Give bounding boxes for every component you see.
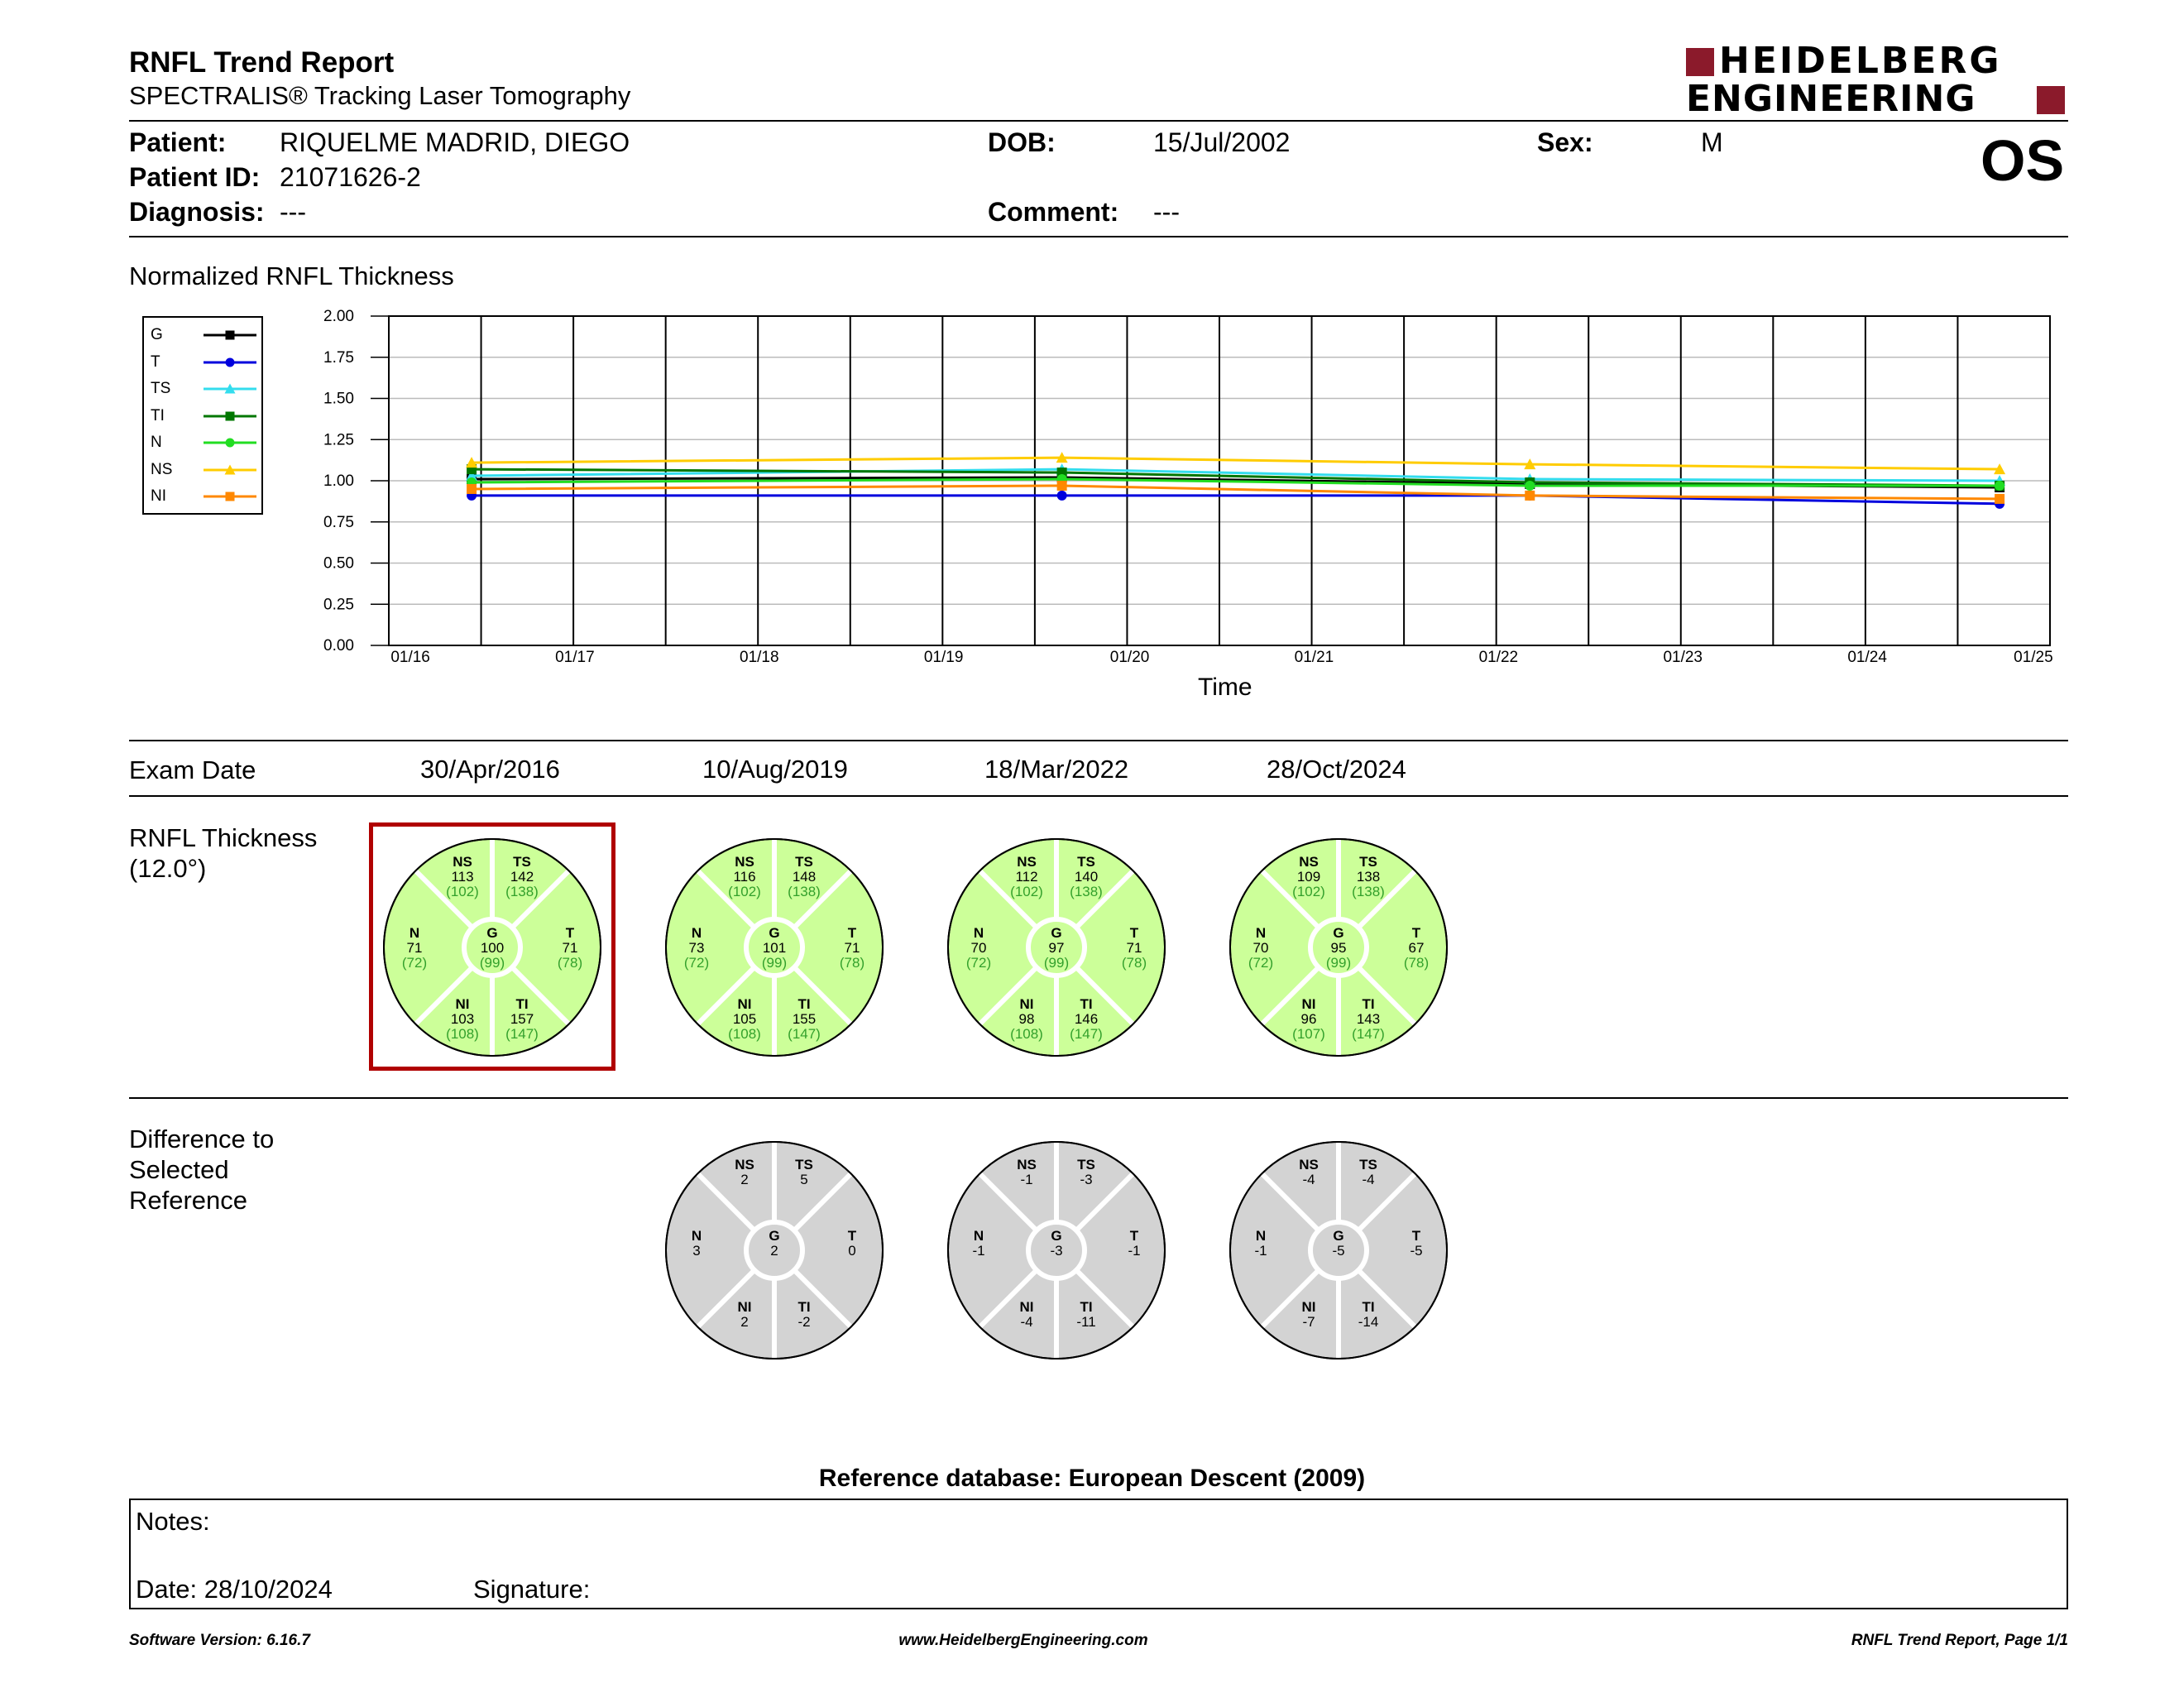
thickness-chart-2[interactable]	[663, 836, 886, 1059]
sector-value: 100	[480, 940, 505, 956]
sector-reference-value: (99)	[1043, 955, 1070, 971]
y-tick-label: 0.00	[323, 637, 354, 655]
exam-top-divider	[129, 740, 2068, 741]
sector-name: N	[691, 925, 702, 941]
sector-n	[1254, 1228, 1267, 1259]
sector-name: NS	[1017, 854, 1037, 870]
sector-value: -5	[1410, 1243, 1423, 1259]
sector-value: 71	[406, 940, 423, 956]
sector-value: -4	[1362, 1172, 1375, 1187]
x-tick-label: 01/25	[2014, 649, 2053, 666]
sector-value: 2	[770, 1243, 778, 1259]
sector-value: 103	[450, 1011, 475, 1027]
sector-reference-value: (138)	[1070, 884, 1103, 899]
sector-reference-value: (147)	[1070, 1026, 1103, 1042]
exam-date-3: 18/Mar/2022	[984, 755, 1129, 784]
difference-label-line1: Difference to	[129, 1125, 275, 1153]
sector-reference-value: (147)	[788, 1026, 821, 1042]
sector-reference-value: (102)	[728, 884, 761, 899]
y-tick-label: 1.25	[323, 431, 354, 449]
sector-name: G	[1333, 1228, 1344, 1244]
reference-database-text: Reference database: European Descent (2009)	[818, 1465, 1366, 1492]
sector-name: N	[1255, 925, 1267, 941]
report-title: RNFL Trend Report	[129, 46, 395, 79]
sector-name: T	[1411, 1228, 1421, 1244]
sector-name: TI	[1080, 996, 1093, 1012]
date-label: Date: 28/10/2024	[136, 1575, 333, 1604]
chart-legend	[142, 316, 263, 515]
sector-reference-value: (72)	[683, 955, 710, 971]
sector-value: 113	[451, 869, 474, 885]
sector-name: T	[1129, 1228, 1139, 1244]
sector-name: N	[973, 1228, 984, 1244]
difference-label	[129, 1124, 274, 1216]
sector-name: TI	[515, 996, 529, 1012]
comment-label: Comment:	[988, 197, 1119, 227]
sector-name: NI	[455, 996, 470, 1012]
sector-name: NS	[453, 854, 472, 870]
sector-name: NS	[1299, 1157, 1319, 1172]
report-subtitle: SPECTRALIS® Tracking Laser Tomography	[129, 81, 631, 110]
sector-value: -1	[972, 1243, 985, 1259]
sector-reference-value: (99)	[761, 955, 788, 971]
sector-name: NI	[1301, 1299, 1316, 1315]
sector-reference-value: (108)	[728, 1026, 761, 1042]
notes-label: Notes:	[136, 1507, 210, 1536]
sector-name: N	[973, 925, 984, 941]
sector-name: NS	[735, 854, 754, 870]
y-tick-label: 2.00	[323, 308, 354, 325]
x-axis-label: Time	[1198, 674, 1252, 701]
legend-marker-ni	[226, 492, 235, 501]
sector-value: 142	[510, 869, 534, 885]
legend-swatch-ni	[202, 488, 260, 505]
sector-reference-value: (147)	[505, 1026, 539, 1042]
y-tick-label: 0.25	[323, 596, 354, 614]
sector-value: 70	[970, 940, 987, 956]
sector-ni	[1302, 1299, 1316, 1330]
difference-label-line3: Reference	[129, 1186, 248, 1215]
sector-reference-value: (138)	[788, 884, 821, 899]
sector-value: 97	[1048, 940, 1065, 956]
patient-id-label: Patient ID:	[129, 162, 261, 192]
y-tick-label: 0.75	[323, 513, 354, 531]
x-tick-label: 01/21	[1294, 649, 1334, 666]
sector-value: 148	[792, 869, 817, 885]
sector-reference-value: (78)	[1403, 955, 1430, 971]
legend-label-ti: TI	[151, 406, 165, 424]
sector-name: NI	[1301, 996, 1316, 1012]
x-tick-label: 01/20	[1109, 649, 1150, 666]
footer-version: Software Version: 6.16.7	[129, 1632, 310, 1649]
sector-reference-value: (72)	[1248, 955, 1274, 971]
sector-value: -4	[1302, 1172, 1315, 1187]
header-divider	[129, 120, 2068, 122]
rnfl-thickness-title: RNFL Thickness	[129, 823, 318, 852]
sector-name: TS	[1359, 1157, 1377, 1172]
comment-value: ---	[1153, 197, 1180, 227]
difference-chart-2	[663, 1139, 886, 1362]
sector-value: 0	[848, 1243, 856, 1259]
difference-chart-3	[945, 1139, 1168, 1362]
sector-name: NI	[737, 996, 752, 1012]
sector-name: NS	[1017, 1157, 1037, 1172]
legend-marker-g	[226, 331, 235, 340]
dob-value: 15/Jul/2002	[1153, 127, 1291, 157]
legend-marker-ti	[226, 411, 235, 420]
data-point-n	[1995, 481, 2004, 491]
sector-value: 112	[1015, 869, 1038, 885]
exam-date-label: Exam Date	[129, 755, 256, 784]
patient-label: Patient:	[129, 127, 227, 157]
sector-reference-value: (108)	[446, 1026, 479, 1042]
sector-value: 138	[1356, 869, 1381, 885]
logo-text-line1: HEIDELBERG	[1719, 40, 2002, 82]
legend-marker-n	[226, 439, 235, 448]
sector-name: T	[1129, 925, 1139, 941]
sector-value: -1	[1020, 1172, 1033, 1187]
legend-label-g: G	[151, 326, 163, 343]
legend-marker-t	[226, 357, 235, 367]
y-tick-label: 0.50	[323, 554, 354, 573]
sector-n	[692, 1228, 702, 1259]
heidelberg-logo	[1686, 40, 2067, 120]
sector-name: G	[1051, 925, 1062, 941]
sector-name: TI	[1362, 1299, 1375, 1315]
sector-value: 70	[1252, 940, 1269, 956]
sector-name: N	[1255, 1228, 1267, 1244]
exam-date-4: 28/Oct/2024	[1267, 755, 1406, 784]
x-tick-label: 01/16	[390, 649, 430, 666]
sector-reference-value: (102)	[446, 884, 479, 899]
sector-name: TS	[795, 1157, 813, 1172]
eye-os: OS	[1980, 128, 2065, 193]
sector-reference-value: (78)	[1121, 955, 1147, 971]
logo-text-line2: ENGINEERING	[1686, 78, 1976, 120]
chart-title: Normalized RNFL Thickness	[129, 261, 454, 290]
legend-label-ni: NI	[151, 487, 166, 505]
sector-value: 140	[1074, 869, 1099, 885]
sector-value: 71	[844, 940, 860, 956]
x-tick-label: 01/17	[555, 649, 595, 666]
y-tick-label: 1.00	[323, 472, 354, 490]
legend-label-ts: TS	[151, 380, 171, 397]
difference-label-line2: Selected	[129, 1155, 229, 1184]
diagnosis-value: ---	[280, 197, 306, 227]
dob-label: DOB:	[988, 127, 1056, 157]
sector-reference-value: (102)	[1292, 884, 1325, 899]
sector-name: G	[1051, 1228, 1062, 1244]
sector-value: 73	[688, 940, 705, 956]
sector-reference-value: (78)	[557, 955, 583, 971]
sector-reference-value: (102)	[1010, 884, 1043, 899]
legend-swatch-g	[202, 327, 260, 343]
sector-name: TS	[1077, 1157, 1095, 1172]
sector-value: 146	[1074, 1011, 1099, 1027]
sector-g	[1050, 1228, 1062, 1259]
legend-swatch-ti	[202, 408, 260, 424]
x-tick-label: 01/19	[923, 649, 964, 666]
data-point-n	[1525, 481, 1535, 491]
sector-name: NS	[1299, 854, 1319, 870]
exam-date-1: 30/Apr/2016	[420, 755, 560, 784]
diagnosis-label: Diagnosis:	[129, 197, 265, 227]
sector-reference-value: (99)	[1325, 955, 1352, 971]
sector-value: 116	[733, 869, 756, 885]
thickness-chart-1[interactable]	[381, 836, 604, 1059]
sector-reference-value: (99)	[479, 955, 505, 971]
sector-reference-value: (138)	[1352, 884, 1385, 899]
sector-value: -3	[1050, 1243, 1063, 1259]
sector-reference-value: (107)	[1292, 1026, 1325, 1042]
legend-swatch-n	[202, 434, 260, 451]
sector-value: 98	[1018, 1011, 1035, 1027]
signature-label: Signature:	[473, 1575, 591, 1604]
sector-ni	[1020, 1299, 1034, 1330]
sector-value: -2	[797, 1314, 811, 1330]
legend-swatch-t	[202, 354, 260, 371]
sector-name: TS	[795, 854, 813, 870]
legend-label-t: T	[151, 352, 160, 371]
data-point-t	[1057, 491, 1067, 501]
legend-label-n: N	[151, 434, 162, 451]
sector-name: T	[847, 925, 857, 941]
data-point-ni	[467, 484, 477, 494]
sector-name: TS	[1359, 854, 1377, 870]
sector-name: TI	[1080, 1299, 1093, 1315]
thickness-divider	[129, 1097, 2068, 1099]
series-line-ns	[472, 458, 2000, 469]
rnfl-thickness-label	[129, 822, 317, 884]
sector-value: 96	[1300, 1011, 1317, 1027]
sector-name: G	[486, 925, 498, 941]
sector-value: 5	[800, 1172, 808, 1187]
patient-id-value: 21071626-2	[280, 162, 421, 192]
sector-value: 71	[562, 940, 578, 956]
sector-value: 109	[1296, 869, 1321, 885]
sector-value: -4	[1020, 1314, 1033, 1330]
sector-name: NI	[1019, 1299, 1034, 1315]
thickness-chart-3[interactable]	[945, 836, 1168, 1059]
x-tick-label: 01/23	[1663, 649, 1703, 666]
sector-value: 157	[510, 1011, 534, 1027]
x-tick-label: 01/24	[1847, 649, 1887, 666]
sector-name: NI	[737, 1299, 752, 1315]
sector-value: 155	[792, 1011, 817, 1027]
sector-name: NS	[735, 1157, 754, 1172]
sector-name: TI	[1362, 996, 1375, 1012]
sector-name: TS	[513, 854, 531, 870]
notes-box[interactable]	[129, 1499, 2068, 1609]
data-point-ni	[1995, 494, 2004, 504]
x-tick-label: 01/18	[740, 649, 779, 666]
sector-value: -3	[1080, 1172, 1093, 1187]
sector-name: T	[565, 925, 575, 941]
sector-name: TI	[797, 996, 811, 1012]
sector-reference-value: (78)	[839, 955, 865, 971]
footer-page: RNFL Trend Report, Page 1/1	[1851, 1632, 2068, 1649]
sector-value: -5	[1332, 1243, 1345, 1259]
sector-n	[972, 1228, 984, 1259]
sector-name: G	[1333, 925, 1344, 941]
sector-value: 2	[740, 1172, 749, 1187]
exam-date-2: 10/Aug/2019	[702, 755, 848, 784]
sector-value: -1	[1254, 1243, 1267, 1259]
footer-website-link[interactable]: www.HeidelbergEngineering.com	[898, 1632, 1148, 1649]
sector-value: 105	[732, 1011, 757, 1027]
sector-reference-value: (147)	[1352, 1026, 1385, 1042]
sector-name: TS	[1077, 854, 1095, 870]
sector-t	[848, 1228, 857, 1259]
sector-name: G	[769, 925, 780, 941]
sector-value: 101	[762, 940, 787, 956]
sector-name: N	[691, 1228, 702, 1244]
data-point-ni	[1525, 491, 1535, 501]
sector-g	[1332, 1228, 1344, 1259]
sector-value: -1	[1128, 1243, 1141, 1259]
y-tick-label: 1.75	[323, 348, 354, 367]
trend-chart	[281, 300, 2068, 713]
y-tick-label: 1.50	[323, 390, 354, 408]
sector-value: -11	[1076, 1314, 1096, 1330]
legend-swatch-ns	[202, 462, 260, 478]
sector-value: 95	[1330, 940, 1347, 956]
sector-value: 2	[740, 1314, 749, 1330]
sector-reference-value: (72)	[401, 955, 428, 971]
sector-value: 67	[1408, 940, 1425, 956]
sector-name: T	[847, 1228, 857, 1244]
sector-reference-value: (72)	[965, 955, 992, 971]
data-point-ni	[1057, 481, 1067, 491]
patient-value: RIQUELME MADRID, DIEGO	[280, 127, 630, 157]
sex-label: Sex:	[1537, 127, 1593, 157]
sector-name: G	[769, 1228, 780, 1244]
x-tick-label: 01/22	[1478, 649, 1519, 666]
sector-ti	[797, 1299, 810, 1330]
sector-value: -7	[1302, 1314, 1315, 1330]
difference-chart-4	[1227, 1139, 1450, 1362]
thickness-chart-4[interactable]	[1227, 836, 1450, 1059]
sector-reference-value: (138)	[505, 884, 539, 899]
rnfl-thickness-angle: (12.0°)	[129, 854, 207, 883]
sector-value: 71	[1126, 940, 1142, 956]
sector-reference-value: (108)	[1010, 1026, 1043, 1042]
sex-value: M	[1701, 127, 1723, 157]
reference-database	[0, 1465, 2184, 1493]
legend-label-ns: NS	[151, 460, 173, 478]
sector-name: T	[1411, 925, 1421, 941]
series-line-ni	[472, 486, 2000, 499]
patient-divider	[129, 236, 2068, 237]
sector-g	[769, 1228, 779, 1259]
sector-name: NI	[1019, 996, 1034, 1012]
sector-name: TI	[797, 1299, 811, 1315]
exam-bottom-divider	[129, 795, 2068, 797]
sector-name: N	[409, 925, 420, 941]
legend-swatch-ts	[202, 381, 260, 397]
sector-value: -14	[1358, 1314, 1379, 1330]
sector-value: 3	[692, 1243, 701, 1259]
sector-value: 143	[1356, 1011, 1381, 1027]
